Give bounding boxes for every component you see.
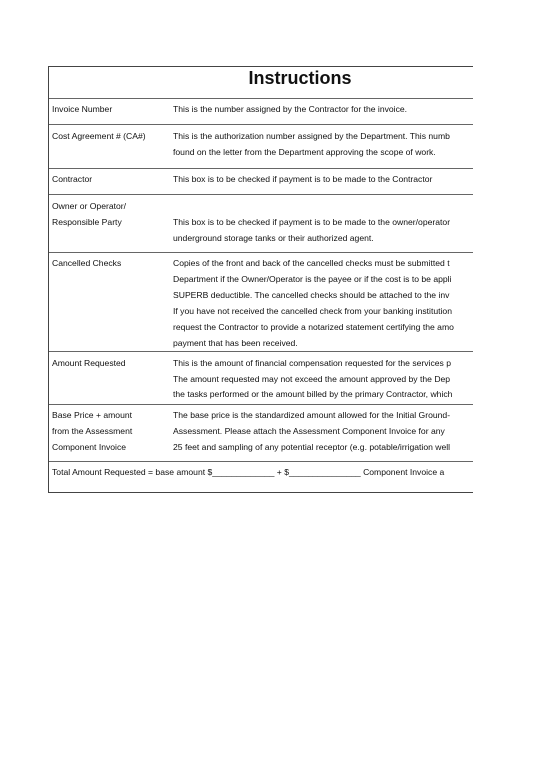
divider (49, 168, 473, 169)
divider (49, 404, 473, 405)
row-label-base-price-line1: Base Price + amount (52, 410, 133, 420)
row-label-cancelled-checks: Cancelled Checks (52, 258, 122, 268)
row-desc-owner-operator-line1: This box is to be checked if payment is to be made to the owner/operator (173, 217, 451, 227)
row-label-base-price-line3: Component Invoice (52, 442, 127, 452)
row-label-owner-operator-line1: Owner or Operator/ (52, 201, 127, 211)
divider (49, 351, 473, 352)
page-title: Instructions (248, 68, 352, 88)
row-desc-amount-requested-line2: The amount requested may not exceed the amount approved by the Dep (173, 374, 451, 384)
row-label-contractor: Contractor (52, 174, 93, 184)
row-desc-amount-requested-line3: the tasks performed or the amount billed by the primary Contractor, which (173, 389, 453, 399)
row-desc-cost-agreement-line1: This is the authorization number assigned by the Department. This numb (173, 131, 450, 141)
row-desc-owner-operator-line2: underground storage tanks or their authorized agent. (173, 233, 374, 243)
row-desc-cancelled-checks-line3: SUPERB deductible. The cancelled checks should be attached to the inv (173, 290, 450, 300)
total-amount-line: Total Amount Requested = base amount $_____________ + $_______________ Component Invoice a (52, 467, 445, 477)
row-label-amount-requested: Amount Requested (52, 358, 126, 368)
divider (49, 124, 473, 125)
row-desc-cancelled-checks-line5: request the Contractor to provide a notarized statement certifying the amo (173, 322, 454, 332)
row-desc-base-price-line1: The base price is the standardized amount allowed for the Initial Ground- (173, 410, 451, 420)
row-desc-cancelled-checks-line1: Copies of the front and back of the cancelled checks must be submitted t (173, 258, 450, 268)
row-label-invoice-number: Invoice Number (52, 104, 113, 114)
row-label-cost-agreement: Cost Agreement # (CA#) (52, 131, 146, 141)
row-desc-amount-requested-line1: This is the amount of financial compensation requested for the services p (173, 358, 452, 368)
row-label-owner-operator-line2: Responsible Party (52, 217, 122, 227)
row-desc-cancelled-checks-line4: If you have not received the cancelled check from your banking institution (173, 306, 452, 316)
row-desc-base-price-line3: 25 feet and sampling of any potential receptor (e.g. potable/irrigation well (173, 442, 451, 452)
row-desc-cancelled-checks-line6: payment that has been received. (173, 338, 298, 348)
row-desc-cost-agreement-line2: found on the letter from the Department approving the scope of work. (173, 147, 436, 157)
row-desc-invoice-number: This is the number assigned by the Contractor for the invoice. (173, 104, 408, 114)
divider (49, 252, 473, 253)
row-desc-base-price-line2: Assessment. Please attach the Assessment Component Invoice for any (173, 426, 445, 436)
instructions-sheet (48, 66, 473, 493)
divider (49, 98, 473, 99)
row-desc-contractor: This box is to be checked if payment is to be made to the Contractor (173, 174, 433, 184)
row-label-base-price-line2: from the Assessment (52, 426, 133, 436)
divider (49, 194, 473, 195)
row-desc-cancelled-checks-line2: Department if the Owner/Operator is the payee or if the cost is to be appli (173, 274, 452, 284)
divider (49, 461, 473, 462)
